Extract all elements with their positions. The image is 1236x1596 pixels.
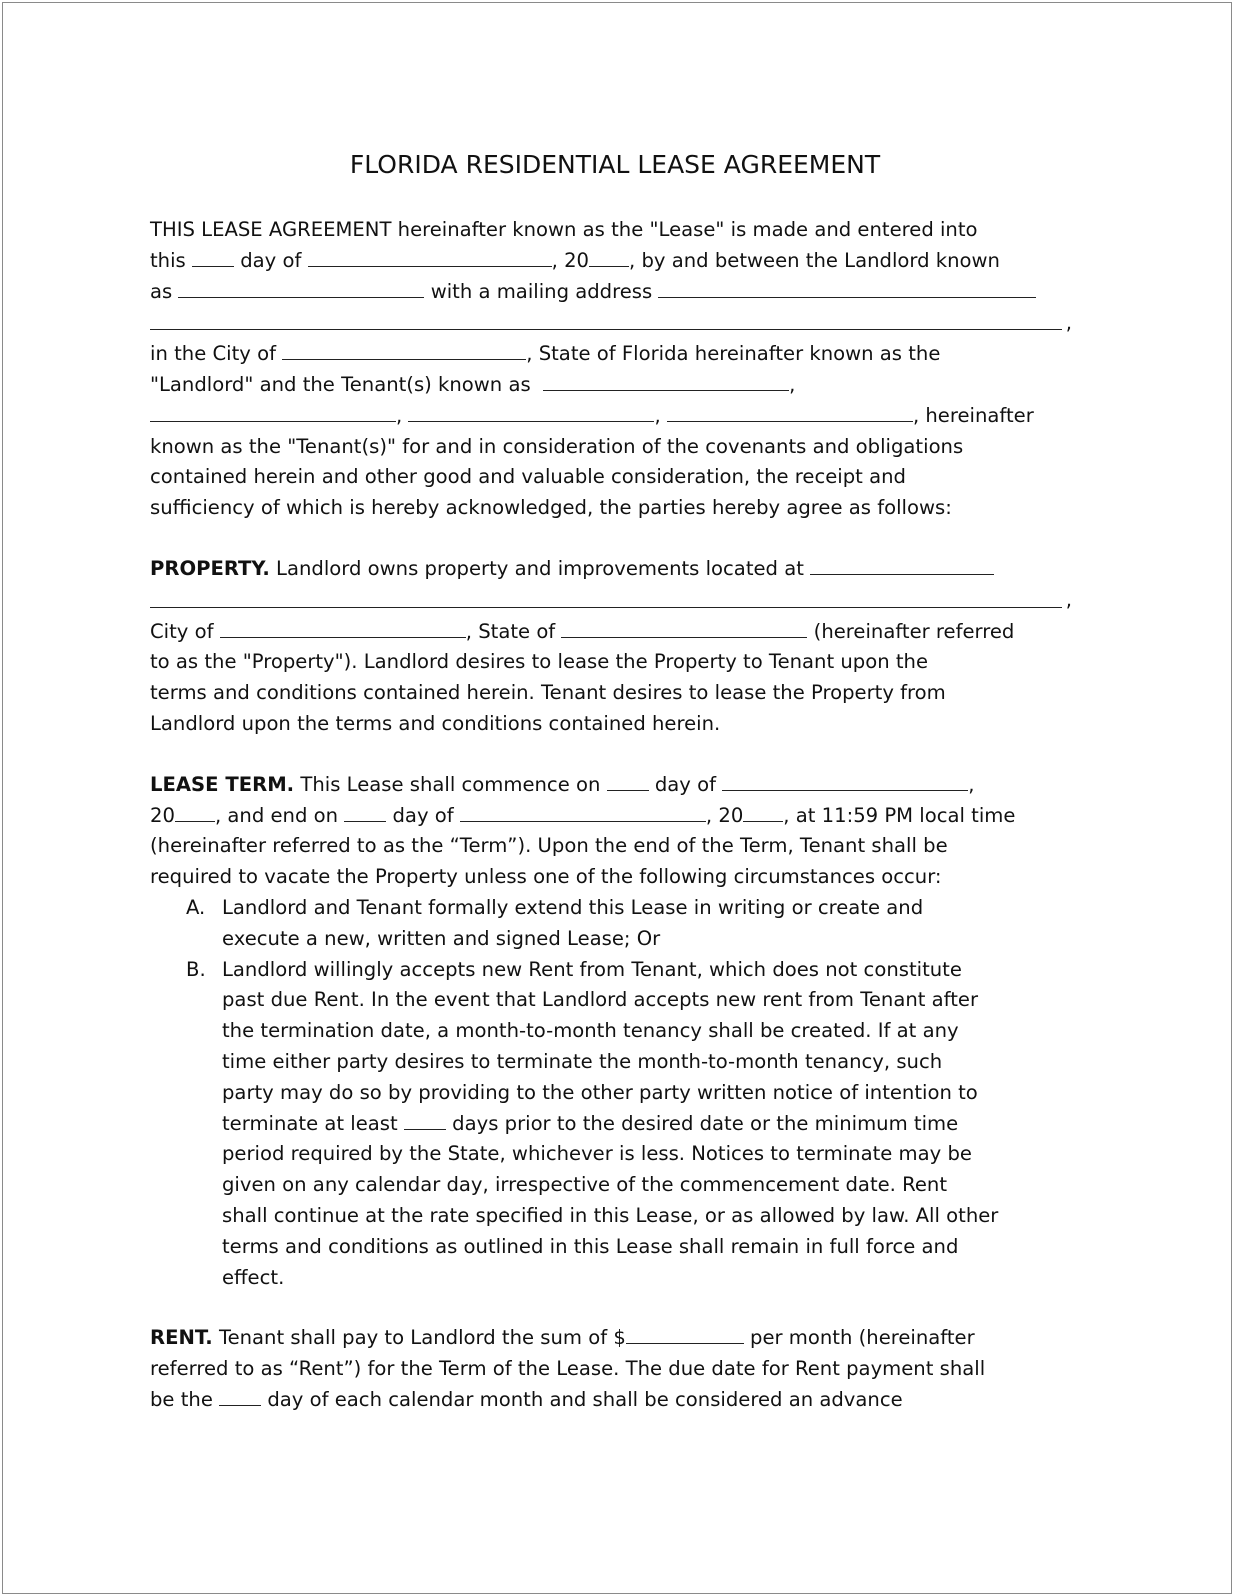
intro-line (150, 215, 1080, 246)
list-marker: A. (186, 895, 206, 919)
intro-line (150, 401, 1080, 432)
text: , State of Florida hereinafter known as the (526, 342, 941, 366)
text: , hereinafter (912, 403, 1034, 427)
list-item-a (150, 893, 1080, 955)
text: , (968, 772, 975, 796)
text: given on any calendar day, irrespective of the commencement date. Rent (222, 1173, 948, 1197)
list-line (222, 1047, 1080, 1078)
intro-line (150, 246, 1080, 277)
text: , (654, 403, 661, 427)
text: terms and conditions contained herein. Tenant desires to lease the Property from (150, 681, 946, 705)
text: required to vacate the Property unless one of the following circumstances occur: (150, 865, 942, 889)
text: party may do so by providing to the other party written notice of intention to (222, 1080, 978, 1104)
list-marker: B. (186, 957, 206, 981)
list-line (222, 1201, 1080, 1232)
list-line (222, 1139, 1080, 1170)
landlord-name-blank[interactable] (178, 278, 424, 298)
text: terms and conditions as outlined in this Lease shall remain in full force and (222, 1234, 959, 1258)
list-line (222, 1232, 1080, 1263)
text: , (789, 372, 796, 396)
property-line (150, 647, 1080, 678)
day-blank[interactable] (192, 247, 234, 267)
text: "Landlord" and the Tenant(s) known as (150, 372, 531, 396)
text: City of (150, 619, 214, 643)
mailing-address-blank[interactable] (658, 278, 1036, 298)
text: shall continue at the rate specified in this Lease, or as allowed by law. All other (222, 1203, 999, 1227)
text: day of (392, 803, 454, 827)
month-blank[interactable] (308, 247, 552, 267)
text: day of (654, 772, 717, 796)
property-state-blank[interactable] (561, 618, 807, 638)
text: , 20 (705, 803, 744, 827)
text: Landlord upon the terms and conditions contained herein. (150, 711, 721, 735)
text: the termination date, a month-to-month tenancy shall be created. If at any (222, 1019, 959, 1043)
intro-line (150, 339, 1080, 370)
property-line (150, 709, 1080, 740)
text: known as the "Tenant(s)" for and in consideration of the covenants and obligations (150, 434, 964, 458)
text: THIS LEASE AGREEMENT hereinafter known as the "Lease" is made and entered into (150, 218, 978, 241)
rent-due-day-blank[interactable] (219, 1386, 261, 1406)
start-day-blank[interactable] (607, 771, 649, 791)
end-day-blank[interactable] (344, 802, 386, 822)
mailing-address-blank-2[interactable] (150, 307, 1072, 334)
text: terminate at least (222, 1111, 398, 1135)
text: contained herein and other good and valuable consideration, the receipt and (150, 465, 906, 489)
list-line (222, 1016, 1080, 1047)
text: , at 11:59 PM local time (783, 803, 1016, 827)
section-heading: PROPERTY. (150, 556, 270, 580)
rent-line (150, 1323, 1080, 1354)
lease-term-line (150, 862, 1080, 893)
end-year-blank[interactable] (743, 802, 783, 822)
text: with a mailing address (430, 279, 653, 303)
text: this (150, 248, 186, 272)
list-line (222, 985, 1080, 1016)
text: 20 (150, 803, 175, 827)
comma: , (1065, 310, 1072, 334)
text: period required by the State, whichever is less. Notices to terminate may be (222, 1142, 972, 1166)
list-item-b (150, 955, 1080, 1294)
text: to as the "Property"). Landlord desires to lease the Property to Tenant upon the (150, 650, 929, 674)
list-line (222, 924, 1080, 955)
text: in the City of (150, 342, 276, 366)
lease-term-section (150, 770, 1080, 1294)
section-heading: RENT. (150, 1326, 213, 1350)
text: Tenant shall pay to Landlord the sum of $ (218, 1326, 626, 1350)
document-title: FLORIDA RESIDENTIAL LEASE AGREEMENT (349, 150, 881, 179)
text: Landlord and Tenant formally extend this Lease in writing or create and (222, 895, 924, 919)
text: as (150, 279, 173, 303)
intro-paragraph (150, 215, 1080, 524)
property-line (150, 617, 1080, 648)
text: This Lease shall commence on (300, 772, 601, 796)
text: days prior to the desired date or the minimum time (452, 1111, 959, 1135)
text: , 20 (551, 248, 590, 272)
property-address-blank[interactable] (810, 555, 994, 575)
text: past due Rent. In the event that Landlord accepts new rent from Tenant after (222, 988, 979, 1012)
lease-term-line (150, 770, 1080, 801)
text: day of (240, 248, 302, 272)
section-heading: LEASE TERM. (150, 772, 295, 796)
list-line (222, 955, 1080, 986)
tenant-2-blank[interactable] (150, 402, 396, 422)
tenant-4-blank[interactable] (667, 402, 913, 422)
lease-term-line (150, 831, 1080, 862)
rent-section (150, 1323, 1080, 1415)
list-line (222, 1170, 1080, 1201)
list-line (222, 893, 1080, 924)
notice-days-blank[interactable] (404, 1110, 446, 1130)
property-address-blank-2[interactable] (150, 585, 1072, 611)
text: , (396, 403, 403, 427)
text: execute a new, written and signed Lease; Or (222, 926, 661, 950)
text: day of each calendar month and shall be considered an advance (267, 1387, 903, 1411)
text: , State of (465, 619, 556, 643)
text: time either party desires to terminate the month-to-month tenancy, such (222, 1049, 943, 1073)
property-section (150, 554, 1080, 740)
text: (hereinafter referred to as the “Term”). Upon the end of the Term, Tenant shall be (150, 834, 948, 858)
document-page (150, 148, 1080, 1446)
text: be the (150, 1387, 213, 1411)
start-year-blank[interactable] (175, 802, 215, 822)
text: per month (hereinafter (750, 1326, 975, 1350)
start-month-blank[interactable] (722, 771, 968, 791)
property-line (150, 554, 1080, 585)
intro-line (150, 370, 1080, 401)
intro-line (150, 462, 1080, 493)
property-line (150, 678, 1080, 709)
text: , by and between the Landlord known (629, 248, 1000, 272)
text: Landlord owns property and improvements located at (276, 556, 804, 580)
end-month-blank[interactable] (460, 802, 706, 822)
lease-term-line (150, 801, 1080, 832)
text: , and end on (214, 803, 339, 827)
year-blank[interactable] (589, 247, 629, 267)
intro-line (150, 432, 1080, 463)
list-line (222, 1109, 1080, 1140)
list-line (222, 1263, 1080, 1294)
intro-line (150, 493, 1080, 524)
text: referred to as “Rent”) for the Term of the Lease. The due date for Rent payment shall (150, 1357, 986, 1381)
rent-line (150, 1354, 1080, 1385)
property-city-blank[interactable] (220, 618, 466, 638)
list-line (222, 1078, 1080, 1109)
rent-line (150, 1385, 1080, 1416)
text: sufficiency of which is hereby acknowledged, the parties hereby agree as follows: (150, 496, 952, 520)
city-blank[interactable] (282, 340, 526, 360)
comma: , (1065, 587, 1072, 611)
rent-amount-blank[interactable] (626, 1324, 744, 1344)
text: effect. (222, 1265, 285, 1289)
tenant-1-blank[interactable] (543, 371, 789, 391)
intro-line (150, 277, 1080, 308)
text: Landlord willingly accepts new Rent from Tenant, which does not constitute (222, 957, 962, 981)
text: (hereinafter referred (813, 619, 1015, 643)
tenant-3-blank[interactable] (408, 402, 654, 422)
